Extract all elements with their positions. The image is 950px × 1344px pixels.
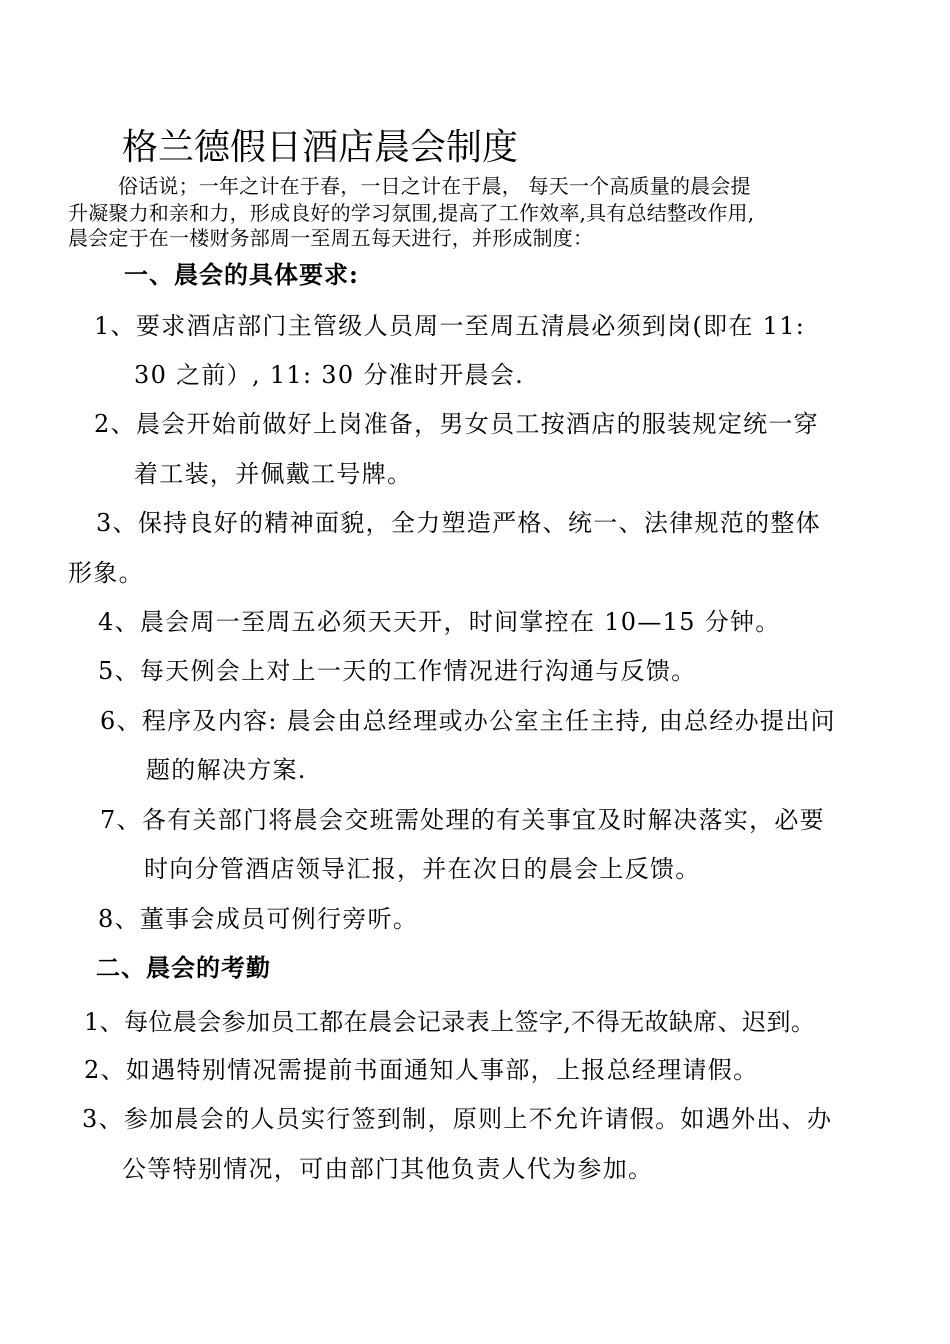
intro-line: 俗话说；一年之计在于春，一日之计在于晨， 每天一个高质量的晨会提	[118, 174, 751, 198]
list-item: 6、程序及内容: 晨会由总经理或办公室主任主持, 由总经办提出问	[100, 707, 836, 735]
list-item-continuation: 时向分管酒店领导汇报，并在次日的晨会上反馈。	[144, 855, 701, 883]
list-item: 8、董事会成员可例行旁听。	[98, 905, 419, 933]
list-item: 4、晨会周一至周五必须天天开，时间掌控在 10—15 分钟。	[98, 608, 781, 636]
intro-line: 升凝聚力和亲和力，形成良好的学习氛围,提高了工作效率,具有总结整改作用,	[68, 201, 755, 225]
list-item: 7、各有关部门将晨会交班需处理的有关事宜及时解决落实，必要	[100, 806, 825, 834]
section-heading: 一、晨会的具体要求:	[124, 260, 359, 289]
document-title: 格兰德假日酒店晨会制度	[122, 127, 519, 168]
list-item: 3、保持良好的精神面貌，全力塑造严格、统一、法律规范的整体	[96, 509, 821, 537]
list-item: 1、每位晨会参加员工都在晨会记录表上签字,不得无故缺席、迟到。	[84, 1008, 816, 1036]
list-item: 1、要求酒店部门主管级人员周一至周五清晨必须到岗(即在 11:	[94, 312, 806, 340]
list-item-continuation: 着工装，并佩戴工号牌。	[134, 460, 413, 488]
list-item: 2、晨会开始前做好上岗准备，男女员工按酒店的服装规定统一穿	[94, 410, 819, 438]
list-item-continuation: 题的解决方案.	[146, 756, 307, 784]
list-item-continuation: 形象。	[68, 559, 144, 587]
list-item-continuation: 公等特别情况，可由部门其他负责人代为参加。	[122, 1155, 654, 1183]
list-item: 3、参加晨会的人员实行签到制，原则上不允许请假。如遇外出、办	[82, 1105, 833, 1133]
list-item-continuation: 30 之前）, 11: 30 分准时开晨会.	[134, 361, 525, 389]
list-item: 5、每天例会上对上一天的工作情况进行沟通与反馈。	[98, 657, 697, 685]
intro-line: 晨会定于在一楼财务部周一至周五每天进行，并形成制度：	[68, 226, 594, 250]
section-heading: 二、晨会的考勤	[96, 953, 271, 982]
list-item: 2、如遇特别情况需提前书面通知人事部，上报总经理请假。	[84, 1056, 759, 1084]
